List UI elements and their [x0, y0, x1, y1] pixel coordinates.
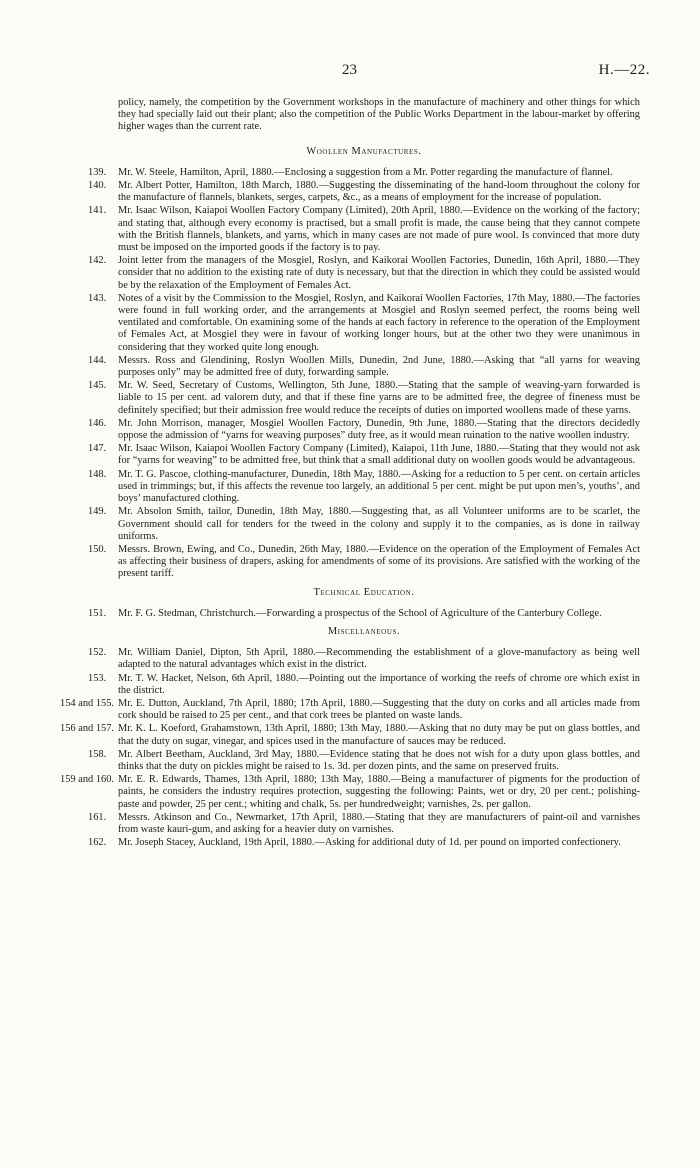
- list-item: [88, 749, 640, 773]
- entry-number: 158.: [88, 748, 107, 760]
- entry-text: Mr. Isaac Wilson, Kaiapoi Woollen Factory Company (Limited), 20th April, 1880.—Evidence on the working of the factory; and stating that, although every economy is practised, but a small profit is made, the cause being that they cannot compete with the British flannels, blankets, and yarns, which in many cases are not made of pure wool. Is convinced that more duty must be imposed on the imported goods if the factory is to pay.: [118, 205, 640, 254]
- entry-text: Mr. Absolon Smith, tailor, Dunedin, 18th May, 1880.—Suggesting that, as all Volunteer uniforms are to be scarlet, the Government should call for tenders for the tweed in the colony and supply it to the companies, as is done in railway uniforms.: [118, 506, 640, 542]
- entry-text: Mr. F. G. Stedman, Christchurch.—Forwarding a prospectus of the School of Agriculture of the Canterbury College.: [118, 607, 602, 619]
- section-title: Woollen Manufactures.: [306, 145, 422, 157]
- entry-number: 145.: [88, 380, 107, 392]
- list-item: [88, 418, 640, 442]
- entry-text: Mr. Isaac Wilson, Kaiapoi Woollen Factory Company (Limited), Kaiapoi, 11th June, 1880.—Stating that they would not ask for “yarns for weaving” to be admitted free, but think that a small additional duty on woollen goods would be advantageous.: [118, 443, 640, 467]
- list-item: [88, 647, 640, 671]
- entry-number: 140.: [88, 180, 107, 192]
- list-item: [88, 380, 640, 417]
- entry-text: Mr. Albert Potter, Hamilton, 18th March, 1880.—Suggesting the disseminating of the hand-loom throughout the colony for the manufacture of flannels, blankets, serges, carpets, &c., as a means of employment for the increase of population.: [118, 180, 640, 204]
- entry-text: Notes of a visit by the Commission to the Mosgiel, Roslyn, and Kaikorai Woollen Factories, 17th May, 1880.—The factories were found in full working order, and the arrangements at Mosgiel and Roslyn seemed perfect, the rooms being well ventilated and comfortable. On examining some of the hands at each factory in reference to the operation of the Employment of Females Act, at Mosgiel they were in favour of working longer hours, but at the other two they were unanimous in considering that they worked quite long enough.: [118, 292, 640, 353]
- entry-number: 156 and 157.: [60, 723, 114, 735]
- list-item: [88, 506, 640, 543]
- section-title: Technical Education.: [313, 586, 415, 598]
- entry-text: Messrs. Atkinson and Co., Newmarket, 17th April, 1880.—Stating that they are manufacturers of paint-oil and varnishes from waste kauri-gum, and asking for a heavier duty on varnishes.: [118, 811, 640, 835]
- page-body: [60, 97, 640, 850]
- entry-number: 142.: [88, 255, 107, 267]
- list-item: [88, 469, 640, 506]
- entry-text: Mr. W. Seed, Secretary of Customs, Wellington, 5th June, 1880.—Stating that the sample of weaving-yarn forwarded is liable to 15 per cent. ad valorem duty, and that if these fine yarns are to be admitted free, the degree of fineness must be definitely specified; but their admission free would reduce the receipts of duties on imported woollens made of these yarns.: [118, 380, 640, 416]
- list-item: [60, 723, 640, 747]
- entry-text: Mr. E. R. Edwards, Thames, 13th April, 1880; 13th May, 1880.—Being a manufacturer of pigments for the production of paints, he considers the industry requires protection, suggesting the following: Paints, wet or dry, 20 per cent.; polishing-paste and powder, 25 per cent.; whiting and chalk, 5s. per hundredweight; varnishes, 2s. per gallon.: [118, 774, 640, 810]
- list-item: [88, 293, 640, 354]
- list-item: [88, 255, 640, 292]
- entry-text: Messrs. Ross and Glendining, Roslyn Woollen Mills, Dunedin, 2nd June, 1880.—Asking that “all yarns for weaving purposes only” may be admitted free of duty, forwarding sample.: [118, 354, 640, 379]
- entry-number: 147.: [88, 443, 107, 455]
- entry-number: 139.: [88, 166, 107, 178]
- page-number: 23: [342, 62, 357, 78]
- entry-text: Mr. John Morrison, manager, Mosgiel Woollen Factory, Dunedin, 9th June, 1880.—Stating that the directors decidedly oppose the admission of “yarns for weaving purposes” duty free, as it would mean ruination to the native woollen industry.: [118, 417, 640, 442]
- entry-text: Mr. E. Dutton, Auckland, 7th April, 1880; 17th April, 1880.—Suggesting that the duty on corks and all articles made from cork should be raised to 25 per cent., and that cork trees be planted on waste lands.: [118, 697, 640, 722]
- entry-number: 141.: [88, 205, 107, 217]
- sections-container: [60, 145, 640, 850]
- section-title: Miscellaneous.: [327, 625, 401, 637]
- entry-number: 151.: [88, 607, 107, 619]
- entry-number: 154 and 155.: [60, 697, 114, 709]
- list-item: [88, 608, 640, 620]
- entry-number: 150.: [88, 543, 107, 555]
- list-item: [88, 180, 640, 204]
- entry-number: 153.: [88, 672, 107, 684]
- entry-number: 148.: [88, 468, 107, 480]
- entry-text: Mr. Joseph Stacey, Auckland, 19th April, 1880.—Asking for additional duty of 1d. per pound on imported confectionery.: [118, 837, 621, 849]
- entry-text: Joint letter from the managers of the Mosgiel, Roslyn, and Kaikorai Woollen Factories, Dunedin, 16th April, 1880.—They consider that no addition to the existing rate of duty is necessary, but that the direction in which they could be assisted would be by the relaxation of the Employment of Females Act.: [118, 255, 640, 291]
- list-item: [88, 205, 640, 254]
- entry-number: 146.: [88, 417, 107, 429]
- intro-paragraph: policy, namely, the competition by the Government workshops in the manufacture of machinery and other things for which they had specially laid out their plant; also the competition of the Public Works Department in the labour-market by offering higher wages than the current rate.: [118, 97, 640, 133]
- list-item: [88, 812, 640, 836]
- entry-number: 149.: [88, 506, 107, 518]
- entry-text: Mr. Albert Beetham, Auckland, 3rd May, 1880.—Evidence stating that he does not wish for a duty upon glass bottles, and thinks that the duty on pickles might be raised to 1s. 3d. per dozen pints, and the same on preserved fruits.: [118, 748, 640, 772]
- list-item: [88, 544, 640, 581]
- entry-text: Mr. T. W. Hacket, Nelson, 6th April, 1880.—Pointing out the importance of working the reefs of chrome ore which exist in the district.: [118, 672, 640, 696]
- entry-number: 144.: [88, 354, 107, 366]
- document-reference: H.—22.: [598, 62, 650, 78]
- list-item: [88, 355, 640, 379]
- entry-text: Mr. W. Steele, Hamilton, April, 1880.—Enclosing a suggestion from a Mr. Potter regarding the manufacture of flannel.: [118, 166, 613, 178]
- entry-number: 143.: [88, 292, 107, 304]
- list-item: [60, 774, 640, 811]
- entry-text: Mr. William Daniel, Dipton, 5th April, 1880.—Recommending the establishment of a glove-manufactory as being well adapted to the natural advantages which exist in the district.: [118, 647, 640, 671]
- entry-text: Mr. K. L. Koeford, Grahamstown, 13th April, 1880; 13th May, 1880.—Asking that no duty may be put on glass bottles, and that the duty on sugar, vinegar, and spices used in the manufacture of sauces may be reduced.: [118, 723, 640, 747]
- entry-number: 159 and 160.: [60, 774, 114, 786]
- list-item: [60, 697, 640, 722]
- list-item: [88, 443, 640, 467]
- entry-text: Mr. T. G. Pascoe, clothing-manufacturer, Dunedin, 18th May, 1880.—Asking for a reduction to 5 per cent. on certain articles used in trimmings; but, if this affects the revenue too largely, an additional 5 per cent. might be put upon men’s, youths’, and boys’ manufactured clothing.: [118, 468, 640, 505]
- list-item: [88, 167, 640, 179]
- entry-number: 161.: [88, 811, 107, 823]
- entry-text: Messrs. Brown, Ewing, and Co., Dunedin, 26th May, 1880.—Evidence on the operation of the Employment of Females Act as affecting their business of drapers, asking for amendments of some of its provisions. Are satisfied with the working of the present tariff.: [118, 543, 640, 580]
- list-item: [88, 837, 640, 849]
- list-item: [88, 673, 640, 697]
- page-header: [0, 62, 700, 82]
- entry-number: 162.: [88, 837, 107, 849]
- entry-number: 152.: [88, 647, 107, 659]
